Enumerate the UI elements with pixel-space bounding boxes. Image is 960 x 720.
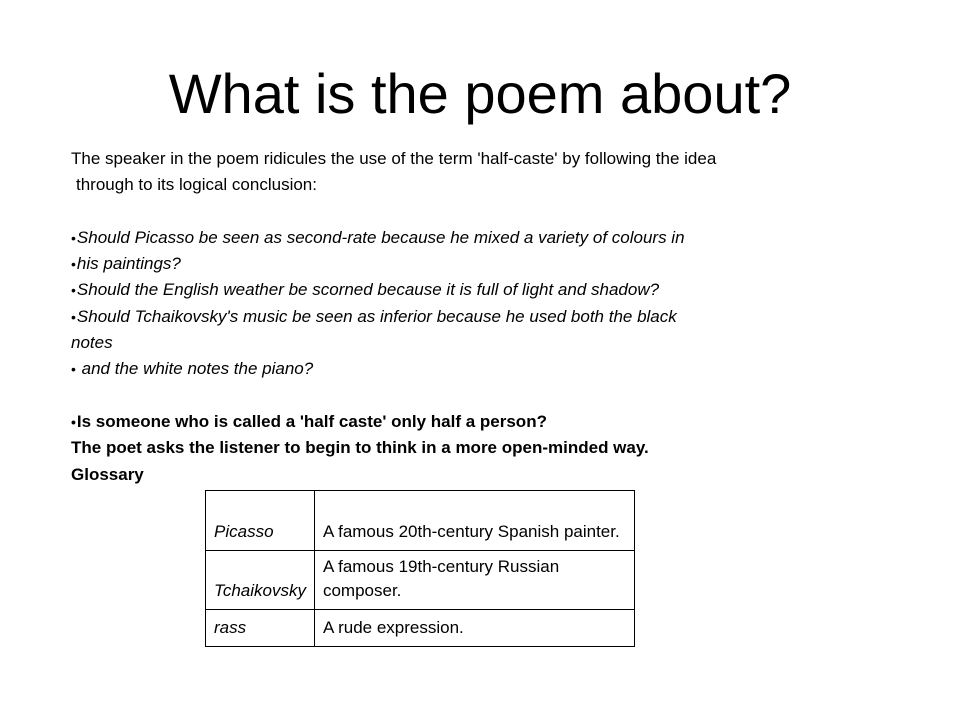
table-row — [206, 491, 635, 551]
bullet-icon: • — [71, 256, 76, 273]
bullet-icon: • — [71, 413, 76, 430]
glossary-definition: A famous 19th-century Russian composer. — [314, 551, 634, 610]
intro-line-1: The speaker in the poem ridicules the use of the term 'half-caste' by following the idea — [71, 149, 717, 168]
question-text: Is someone who is called a 'half caste' only half a person? — [76, 411, 547, 431]
intro-line-2: through to its logical conclusion: — [76, 175, 317, 195]
question-text: his paintings? — [76, 254, 181, 274]
glossary-heading: Glossary — [71, 464, 144, 484]
bullet-icon: • — [71, 229, 76, 246]
question-tchaikovsky-line-3 — [71, 356, 931, 382]
question-text: and the white notes the piano? — [76, 359, 314, 379]
body-text — [71, 146, 931, 488]
question-text: Should the English weather be scorned because it is full of light and shadow? — [76, 280, 660, 300]
poet-statement: The poet asks the listener to begin to think in a more open-minded way. — [71, 438, 649, 458]
bullet-icon: • — [71, 282, 76, 299]
glossary-term: rass — [206, 610, 315, 647]
bullet-icon: • — [71, 308, 76, 325]
question-text: Should Picasso be seen as second-rate because he mixed a variety of colours in — [76, 227, 685, 247]
spacer — [71, 199, 931, 225]
spacer — [71, 383, 931, 409]
glossary-definition: A rude expression. — [314, 610, 634, 647]
question-tchaikovsky-line-1 — [71, 304, 931, 330]
question-tchaikovsky-line-2: notes — [71, 333, 113, 353]
table-row — [206, 610, 635, 647]
glossary-term: Tchaikovsky — [206, 551, 315, 610]
glossary-definition: A famous 20th-century Spanish painter. — [314, 491, 634, 551]
glossary-table — [205, 490, 635, 647]
question-half-person — [71, 409, 931, 435]
slide-title: What is the poem about? — [168, 62, 792, 125]
question-picasso-line-1 — [71, 225, 931, 251]
question-weather — [71, 277, 931, 303]
question-text: Should Tchaikovsky's music be seen as inferior because he used both the black — [76, 306, 677, 326]
question-picasso-line-2 — [71, 251, 931, 277]
glossary-term: Picasso — [206, 491, 315, 551]
bullet-icon: • — [71, 361, 76, 378]
table-row — [206, 551, 635, 610]
